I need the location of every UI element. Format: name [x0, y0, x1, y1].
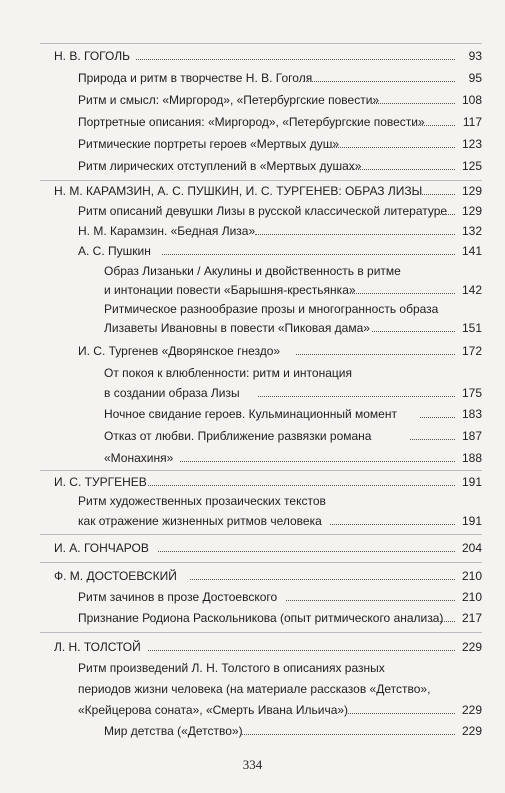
entry-title-line: Л. Н. ТОЛСТОЙ	[54, 640, 141, 654]
entry-page-number: 229	[461, 724, 482, 738]
entry-page-number: 125	[461, 159, 482, 173]
entry-page-number: 129	[461, 184, 482, 198]
entry-title-line: Ритм и смысл: «Миргород», «Петербургские повести»	[78, 93, 380, 107]
entry-title-line: Ритм описаний девушки Лизы в русской классической литературе	[78, 204, 448, 218]
section-divider	[40, 470, 482, 471]
entry-title-line: Н. М. Карамзин. «Бедная Лиза»	[78, 224, 256, 238]
entry-title-line: И. С. Тургенев «Дворянское гнездо»	[78, 344, 281, 358]
entry-page-number: 172	[461, 344, 482, 358]
leader-dots	[350, 293, 455, 294]
leader-dots	[180, 461, 455, 462]
leader-dots	[432, 621, 455, 622]
entry-page-number: 151	[461, 321, 482, 335]
leader-dots	[255, 234, 455, 235]
entry-title-line: «Монахиня»	[104, 451, 174, 465]
entry-page-number: 175	[461, 386, 482, 400]
entry-page-number: 191	[461, 475, 482, 489]
entry-page-number: 93	[468, 49, 482, 63]
entry-page-number: 183	[461, 407, 482, 421]
entry-page-number: 123	[461, 137, 482, 151]
page-number: 334	[242, 757, 263, 772]
entry-title-line: И. А. ГОНЧАРОВ	[54, 541, 149, 555]
entry-title-line: Признание Родиона Раскольникова (опыт ритмического анализа)	[78, 611, 444, 625]
entry-page-number: 117	[462, 115, 482, 129]
entry-page-number: 187	[461, 429, 482, 443]
leader-dots	[372, 103, 455, 104]
leader-dots	[349, 169, 455, 170]
leader-dots	[438, 214, 455, 215]
leader-dots	[303, 81, 455, 82]
entry-title-line: Ночное свидание героев. Кульминационный момент	[104, 407, 397, 421]
entry-page-number: 95	[468, 71, 482, 85]
leader-dots	[372, 331, 455, 332]
leader-dots	[346, 713, 455, 714]
leader-dots	[296, 354, 455, 355]
entry-page-number: 188	[461, 451, 482, 465]
leader-dots	[410, 439, 455, 440]
leader-dots	[190, 579, 455, 580]
leader-dots	[240, 734, 455, 735]
entry-title-line: Природа и ритм в творчестве Н. В. Гоголя	[78, 71, 313, 85]
entry-page-number: 204	[461, 541, 482, 555]
entry-title-line: Ритм художественных прозаических текстов	[78, 494, 326, 508]
entry-title-line: Портретные описания: «Миргород», «Петербургские повести»	[78, 115, 425, 129]
entry-title-line: периодов жизни человека (на материале рассказов «Детство»,	[78, 682, 431, 696]
leader-dots	[148, 650, 455, 651]
entry-page-number: 229	[461, 640, 482, 654]
entry-title-line: Н. М. КАРАМЗИН, А. С. ПУШКИН, И. С. ТУРГЕНЕВ: ОБРАЗ ЛИЗЫ	[54, 184, 423, 198]
leader-dots	[286, 600, 455, 601]
leader-dots	[258, 396, 455, 397]
entry-page-number: 217	[461, 611, 482, 625]
entry-page-number: 132	[461, 224, 482, 238]
entry-title-line: как отражение жизненных ритмов человека	[78, 514, 322, 528]
entry-title-line: Ритм зачинов в прозе Достоевского	[78, 590, 278, 604]
entry-page-number: 142	[461, 283, 482, 297]
section-divider	[40, 562, 482, 563]
leader-dots	[412, 194, 455, 195]
entry-page-number: 141	[461, 244, 482, 258]
entry-page-number: 108	[461, 93, 482, 107]
entry-title-line: Ритм произведений Л. Н. Толстого в описаниях разных	[78, 661, 385, 675]
section-divider	[40, 534, 482, 535]
entry-title-line: Ритмическое разнообразие прозы и многогранность образа	[104, 302, 439, 316]
leader-dots	[162, 254, 455, 255]
entry-page-number: 129	[461, 204, 482, 218]
entry-page-number: 210	[461, 590, 482, 604]
entry-title-line: «Крейцерова соната», «Смерть Ивана Ильича»)	[78, 703, 349, 717]
entry-title-line: Лизаветы Ивановны в повести «Пиковая дама»	[104, 321, 370, 335]
entry-title-line: Ритм лирических отступлений в «Мертвых душах»	[78, 159, 362, 173]
entry-title-line: Н. В. ГОГОЛЬ	[54, 49, 130, 63]
entry-title-line: Ритмические портреты героев «Мертвых душ»	[78, 137, 340, 151]
entry-page-number: 229	[461, 703, 482, 717]
section-divider	[40, 632, 482, 633]
leader-dots	[136, 59, 455, 60]
entry-title-line: Образ Лизаньки / Акулины и двойственность в ритме	[104, 264, 401, 278]
entry-title-line: Ф. М. ДОСТОЕВСКИЙ	[54, 569, 177, 583]
entry-title-line: Отказ от любви. Приближение развязки романа	[104, 429, 372, 443]
section-divider	[40, 180, 482, 181]
entry-page-number: 191	[461, 514, 482, 528]
leader-dots	[330, 524, 455, 525]
leader-dots	[326, 147, 455, 148]
leader-dots	[408, 125, 455, 126]
section-divider	[40, 43, 482, 44]
leader-dots	[158, 551, 455, 552]
entry-title-line: Мир детства («Детство»)	[104, 724, 243, 738]
leader-dots	[420, 417, 455, 418]
entry-title-line: в создании образа Лизы	[104, 386, 240, 400]
entry-title-line: и интонации повести «Барышня-крестьянка»	[104, 283, 356, 297]
leader-dots	[148, 485, 455, 486]
entry-title-line: А. С. Пушкин	[78, 244, 151, 258]
entry-title-line: И. С. ТУРГЕНЕВ	[54, 475, 147, 489]
entry-title-line: От покоя к влюбленности: ритм и интонация	[104, 366, 352, 380]
entry-page-number: 210	[461, 569, 482, 583]
